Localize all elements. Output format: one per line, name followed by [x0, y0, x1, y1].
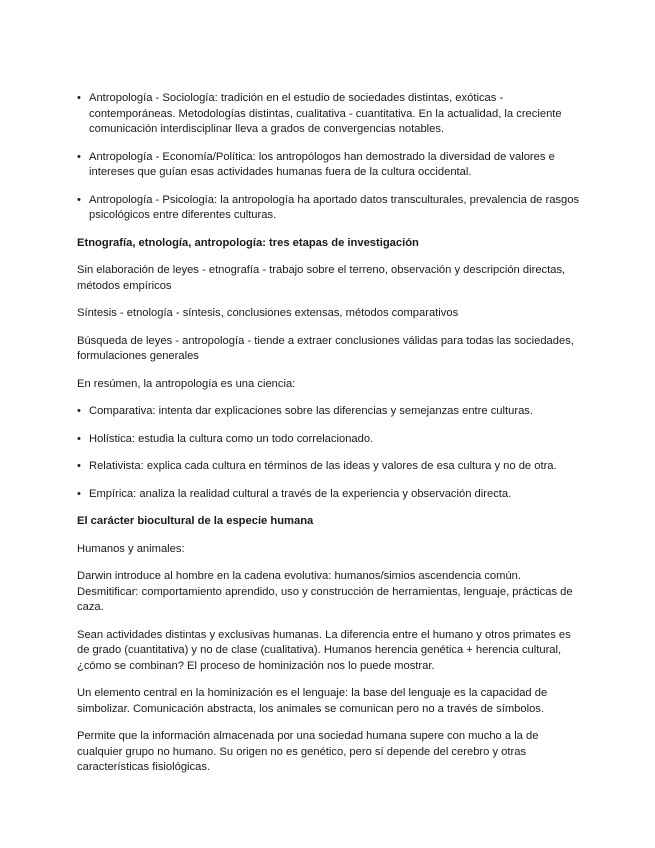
- list-item: [77, 404, 582, 420]
- paragraph: Búsqueda de leyes - antropología - tiende a extraer conclusiones válidas para todas las sociedades, formulaciones generales: [77, 334, 574, 362]
- list-item-text: Antropología - Psicología: la antropología ha aportado datos transculturales, prevalencia de rasgos psicológicos entre diferentes culturas.: [89, 193, 580, 221]
- list-item: [77, 487, 582, 503]
- section-heading-biocultural: El carácter biocultural de la especie humana: [77, 515, 314, 527]
- paragraph: Permite que la información almacenada por una sociedad humana supere con mucho a la de cualquier grupo no humano. Su origen no es genético, pero sí depende del cerebro y otras características fisiológicas.: [77, 730, 539, 773]
- list-item: [77, 150, 582, 181]
- list-item: [77, 432, 582, 448]
- list-item: [77, 459, 582, 475]
- list-item: [77, 91, 582, 138]
- document-content: [77, 91, 582, 788]
- paragraph: Sin elaboración de leyes - etnografía - trabajo sobre el terreno, observación y descripción directas, métodos empíricos: [77, 264, 566, 292]
- disciplines-list: [77, 91, 582, 224]
- list-item-text: Antropología - Economía/Política: los antropólogos han demostrado la diversidad de valores e intereses que guían esas actividades humanas fuera de la cultura occidental.: [89, 150, 555, 178]
- paragraph: Sean actividades distintas y exclusivas humanas. La diferencia entre el humano y otros primates es de grado (cuantitativa) y no de clase (cualitativa). Humanos herencia genética + herencia cultural, ¿cómo se combinan? El proceso de hominización nos lo puede mostrar.: [77, 628, 571, 672]
- section-heading-etnografia: Etnografía, etnología, antropología: tres etapas de investigación: [77, 236, 419, 249]
- list-item-text: Antropología - Sociología: tradición en el estudio de sociedades distintas, exóticas - contemporáneas. Metodologías distintas, cualitativa - cuantitativa. En la actualidad, la creciente comunicación interdisciplinar lleva a grados de convergencias notables.: [89, 92, 562, 135]
- bullet-glyph: •: [77, 487, 81, 500]
- list-item-text: Comparativa: intenta dar explicaciones sobre las diferencias y semejanzas entre culturas.: [89, 405, 533, 417]
- list-item-text: Relativista: explica cada cultura en términos de las ideas y valores de esa cultura y no de otra.: [89, 460, 557, 472]
- paragraph: Darwin introduce al hombre en la cadena evolutiva: humanos/simios ascendencia común. Desmitificar: comportamiento aprendido, uso y construcción de herramientas, lenguaje, prácticas de caza.: [77, 570, 573, 613]
- list-item-text: Empírica: analiza la realidad cultural a través de la experiencia y observación directa.: [89, 487, 512, 500]
- bullet-glyph: •: [77, 460, 81, 472]
- paragraph: Síntesis - etnología - síntesis, conclusiones extensas, métodos comparativos: [77, 307, 459, 319]
- bullet-glyph: •: [77, 92, 81, 104]
- bullet-glyph: •: [77, 405, 81, 417]
- paragraph: En resúmen, la antropología es una ciencia:: [77, 377, 296, 390]
- bullet-glyph: •: [77, 150, 81, 163]
- paragraph: Humanos y animales:: [77, 542, 185, 555]
- list-item-text: Holística: estudia la cultura como un todo correlacionado.: [89, 432, 374, 445]
- science-traits-list: [77, 404, 582, 502]
- bullet-glyph: •: [77, 432, 81, 445]
- bullet-glyph: •: [77, 193, 81, 206]
- paragraph: Un elemento central en la hominización es el lenguaje: la base del lenguaje es la capacidad de simbolizar. Comunicación abstracta, los animales se comunican pero no a través de símbolos.: [77, 687, 548, 715]
- list-item: [77, 193, 582, 224]
